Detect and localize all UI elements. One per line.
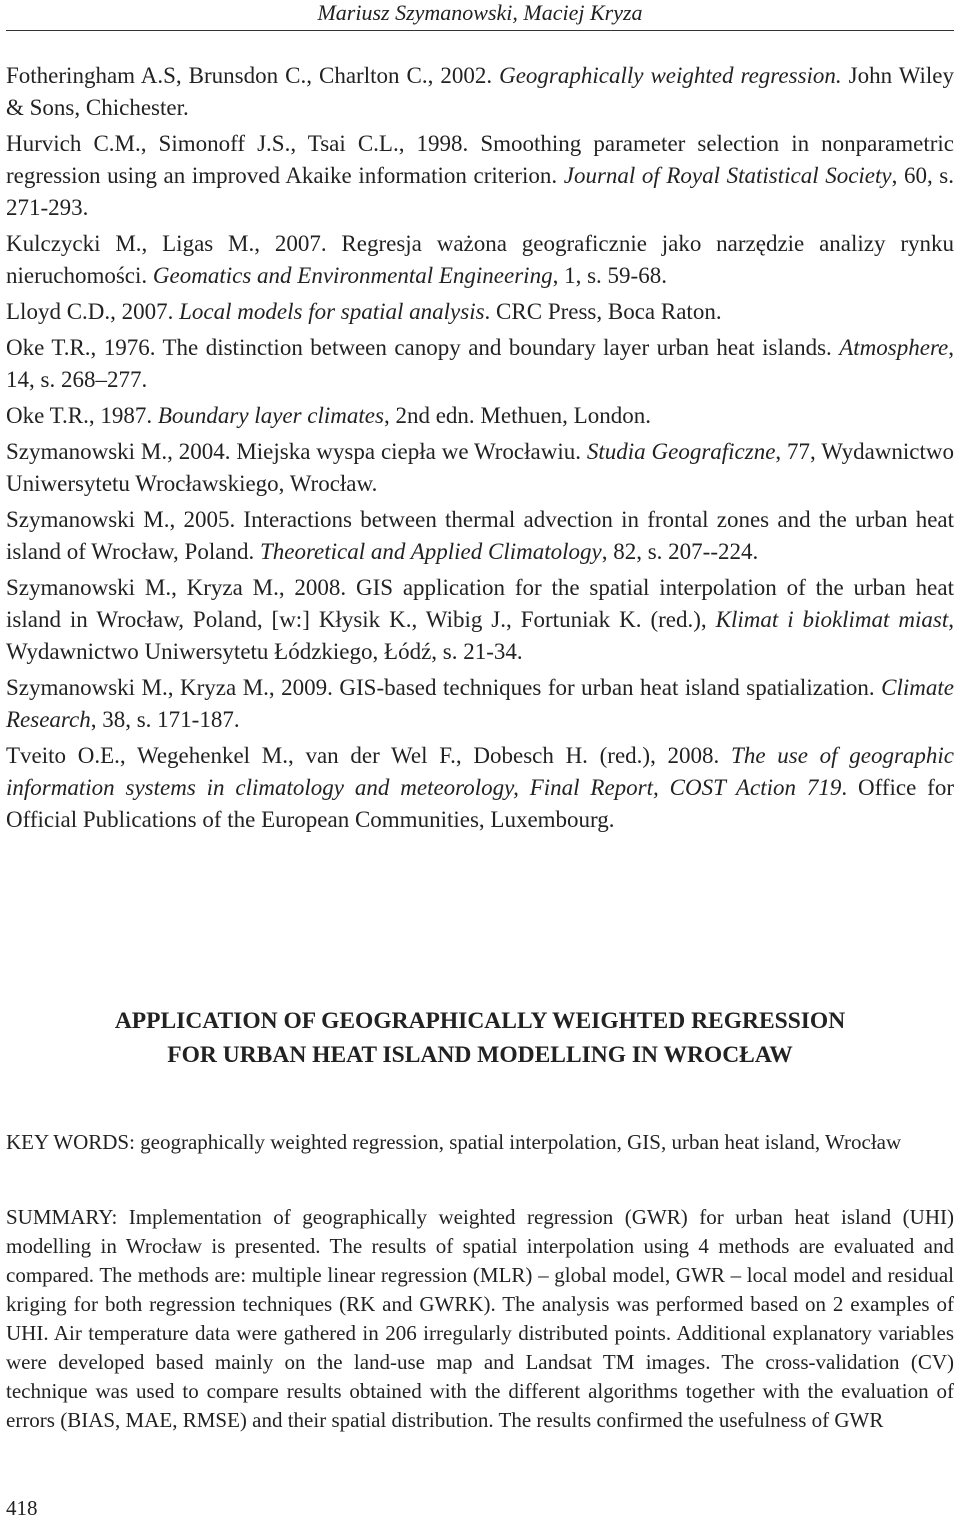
reference-text: Oke T.R., 1976. The distinction between canopy and boundary layer urban heat islands. (6, 335, 840, 360)
reference-text: Kulczycki M., Ligas M., 2007. Regresja ważona geograficznie jako narzędzie analizy rynku nieruchomości. (6, 231, 954, 288)
reference-entry (6, 572, 954, 668)
running-header: Mariusz Szymanowski, Maciej Kryza (317, 0, 643, 25)
reference-text: Lloyd C.D., 2007. (6, 299, 180, 324)
reference-text: , 2nd edn. Methuen, London. (383, 403, 651, 428)
reference-entry (6, 436, 954, 500)
reference-entry (6, 296, 954, 328)
page-number: 418 (6, 1496, 38, 1520)
reference-entry (6, 60, 954, 124)
reference-text: Szymanowski M., 2005. Interactions between thermal advection in frontal zones and the urban heat island of Wrocław, Poland. (6, 507, 954, 564)
reference-text: Oke T.R., 1987. (6, 403, 158, 428)
reference-text: Szymanowski M., Kryza M., 2008. GIS application for the spatial interpolation of the urban heat island in Wrocław, Poland, [w:] Kłysik K., Wibig J., Fortuniak K. (red.), (6, 575, 954, 632)
reference-entry (6, 228, 954, 292)
reference-text: , 60, s. 271-293. (6, 163, 954, 220)
english-title-line-1: APPLICATION OF GEOGRAPHICALLY WEIGHTED REGRESSION (114, 1008, 846, 1034)
reference-list (6, 60, 954, 840)
reference-text: , 14, s. 268–277. (6, 335, 954, 392)
reference-text: , 77, Wydawnictwo Uniwersytetu Wrocławskiego, Wrocław. (6, 439, 954, 496)
reference-italic: Studia Geograficzne (586, 439, 776, 464)
reference-text: , Wydawnictwo Uniwersytetu Łódzkiego, Łódź, s. 21-34. (6, 607, 954, 664)
reference-entry (6, 400, 954, 432)
reference-italic: Journal of Royal Statistical Society (563, 163, 892, 188)
reference-italic: Geographically weighted regression. (499, 63, 842, 88)
reference-text: , 82, s. 207--224. (601, 539, 759, 564)
reference-text: . CRC Press, Boca Raton. (484, 299, 722, 324)
reference-text: . Office for Official Publications of the European Communities, Luxembourg. (6, 775, 955, 832)
reference-text: Szymanowski M., Kryza M., 2009. GIS-based techniques for urban heat island spatialization. (6, 675, 882, 700)
reference-italic: The use of geographic information systems in climatology and meteorology, Final Report, COST Action 719 (6, 743, 954, 800)
reference-text: , 1, s. 59-68. (552, 263, 667, 288)
reference-entry (6, 128, 954, 224)
reference-italic: Climate Research (6, 675, 954, 732)
reference-italic: Boundary layer climates (157, 403, 384, 428)
reference-italic: Klimat i bioklimat miast (715, 607, 949, 632)
summary-paragraph: SUMMARY: Implementation of geographically weighted regression (GWR) for urban heat island (UHI) modelling in Wrocław is presented. The results of spatial interpolation using 4 methods are evaluated and compared. The methods are: multiple linear regression (MLR) – global model, GWR – local model and residual kriging for both regression techniques (RK and GWRK). The analysis was performed based on 2 examples of UHI. Air temperature data were gathered in 206 irregularly distributed points. Additional explanatory variables were developed based mainly on the land-use map and Landsat TM images. The cross-validation (CV) technique was used to compare results obtained with the different algorithms together with the evaluation of errors (BIAS, MAE, RMSE) and their spatial distribution. The results confirmed the usefulness of GWR (6, 1205, 954, 1432)
reference-italic: Local models for spatial analysis (179, 299, 485, 324)
reference-text: , 38, s. 171-187. (90, 707, 240, 732)
reference-italic: Atmosphere (839, 335, 949, 360)
reference-italic: Theoretical and Applied Climatology (259, 539, 602, 564)
reference-entry (6, 672, 954, 736)
reference-italic: Geomatics and Environmental Engineering (152, 263, 553, 288)
reference-entry (6, 504, 954, 568)
reference-text: Hurvich C.M., Simonoff J.S., Tsai C.L., 1998. Smoothing parameter selection in nonparametric regression using an improved Akaike information criterion. (6, 131, 954, 188)
reference-entry (6, 332, 954, 396)
english-title (6, 1004, 954, 1072)
reference-text: Tveito O.E., Wegehenkel M., van der Wel F., Dobesch H. (red.), 2008. (6, 743, 732, 768)
reference-text: Szymanowski M., 2004. Miejska wyspa ciepła we Wrocławiu. (6, 439, 587, 464)
reference-text: Fotheringham A.S, Brunsdon C., Charlton C., 2002. (6, 63, 500, 88)
english-title-line-2: FOR URBAN HEAT ISLAND MODELLING IN WROCŁAW (167, 1042, 793, 1068)
header-rule (6, 30, 954, 31)
keywords-paragraph: KEY WORDS: geographically weighted regression, spatial interpolation, GIS, urban heat island, Wrocław (6, 1130, 902, 1154)
reference-text: John Wiley & Sons, Chichester. (6, 63, 954, 120)
reference-entry (6, 740, 954, 836)
